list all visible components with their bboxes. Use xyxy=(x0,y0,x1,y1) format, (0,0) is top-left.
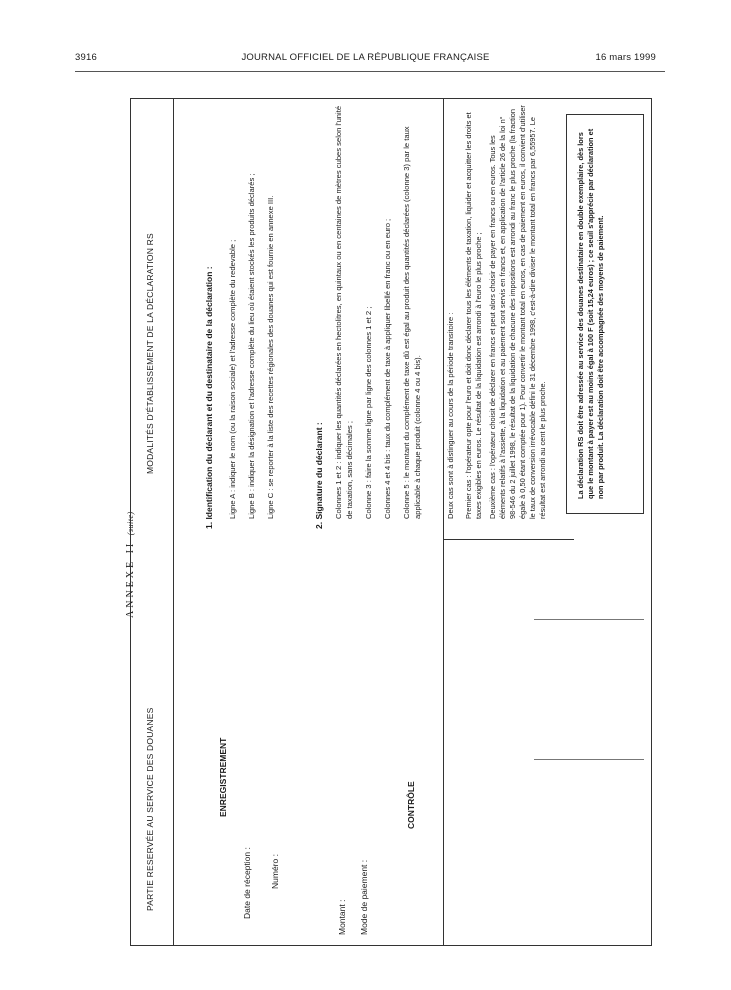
cases-intro: Deux cas sont à distinguer au cours de la période transitoire : xyxy=(446,312,455,519)
second-case: Deuxième cas : l'opérateur choisit de déclarer en francs et peut alors choisir de payer en francs ou en euros. Tous les éléments relatifs à l'assiette, à la liquidation et au paiement sont servis en francs et, en application de l'article 26 de la loi n° 98-546 du 2 juillet 1998, le résultat de la liquidation de chacune des impositions est arrondi au franc le plus proche (la fraction égale à 0,50 étant comptée pour 1). Pour convertir le montant total en euros, en cas de paiement en euros, il convient d'utiliser le taux de conversion irrévocable défini le 31 décembre 1998, c'est-à-dire diviser le montant total en francs par 6,55957. Le résultat est arrondi au cent le plus proche. xyxy=(488,105,547,519)
section1-line-a: Ligne A : indiquer le nom (ou la raison sociale) et l'adresse complète du redevable ; xyxy=(228,239,237,519)
header-rule xyxy=(75,71,665,72)
enregistrement-title: ENREGISTREMENT xyxy=(218,737,228,817)
section1-line-b: Ligne B : indiquer la désignation et l'adresse complète du lieu où étaient stockés les produits déclarés ; xyxy=(247,173,256,519)
annex-suffix: (suite) xyxy=(126,511,135,536)
right-column-heading: MODALITÉS D'ÉTABLISSEMENT DE LA DÉCLARATION RS xyxy=(145,233,155,474)
dash-line xyxy=(534,759,644,760)
section1-line-c: Ligne C : se reporter à la liste des recettes régionales des douanes qui est fournie en annexe III. xyxy=(266,195,275,519)
annex-title-text: ANNEXE II xyxy=(125,540,136,618)
payment-note: La déclaration RS doit être adressée au service des douanes destinataire en double exemplaire, dès lors que le montant à payer est au moins égal à 100 F (soit 15,24 euros) ; ce seuil s'apprécie par déclaration et non par produit. La déclaration doit être accompagnée des moyens de paiement. xyxy=(576,128,605,499)
section1-title: 1. Identification du déclarant et du destinataire de la déclaration : xyxy=(204,266,214,529)
annex-table xyxy=(130,98,652,946)
section2-column-5: Colonne 5 : le montant du complément de taxe dû est égal au produit des quantités déclarées (colonne 3) par le taux applicable à chaque produit (colonne 4 ou 4 bis). xyxy=(402,126,422,519)
numero-label: Numéro : xyxy=(270,854,280,889)
page-number: 3916 xyxy=(75,52,97,63)
section2-title: 2. Signature du déclarant : xyxy=(314,422,324,529)
left-column-heading: PARTIE RESERVÉE AU SERVICE DES DOUANES xyxy=(145,707,155,911)
controle-title: CONTRÔLE xyxy=(406,781,416,829)
section2-columns-1-2: Colonnes 1 et 2 : indiquer les quantités déclarées en hectolitres, en quintaux ou en centaines de mètres cubes selon l'unité de taxation, sans décimales ; xyxy=(334,105,354,519)
journal-title: JOURNAL OFFICIEL DE LA RÉPUBLIQUE FRANÇAISE xyxy=(241,52,490,63)
column-headings-band xyxy=(131,99,174,945)
montant-label: Montant : xyxy=(337,899,347,935)
issue-date: 16 mars 1999 xyxy=(595,52,656,63)
date-reception-label: Date de réception : xyxy=(242,847,252,919)
section2-column-3: Colonne 3 : faire la somme ligne par ligne des colonnes 1 et 2 ; xyxy=(364,306,373,519)
dash-line xyxy=(534,619,644,620)
middle-band xyxy=(174,99,444,945)
first-case: Premier cas : l'opérateur opte pour l'euro et doit donc déclarer tous les éléments de taxation, liquider et acquitter les droits et taxes exigibles en euros. Le résultat de la liquidation est arrondi à l'euro le plus proche ; xyxy=(464,112,483,519)
lower-band xyxy=(444,99,651,945)
mode-paiement-label: Mode de paiement : xyxy=(359,859,369,935)
section2-columns-4: Colonnes 4 et 4 bis : taux du complément de taxe à appliquer libellé en franc ou en euro ; xyxy=(383,218,392,519)
